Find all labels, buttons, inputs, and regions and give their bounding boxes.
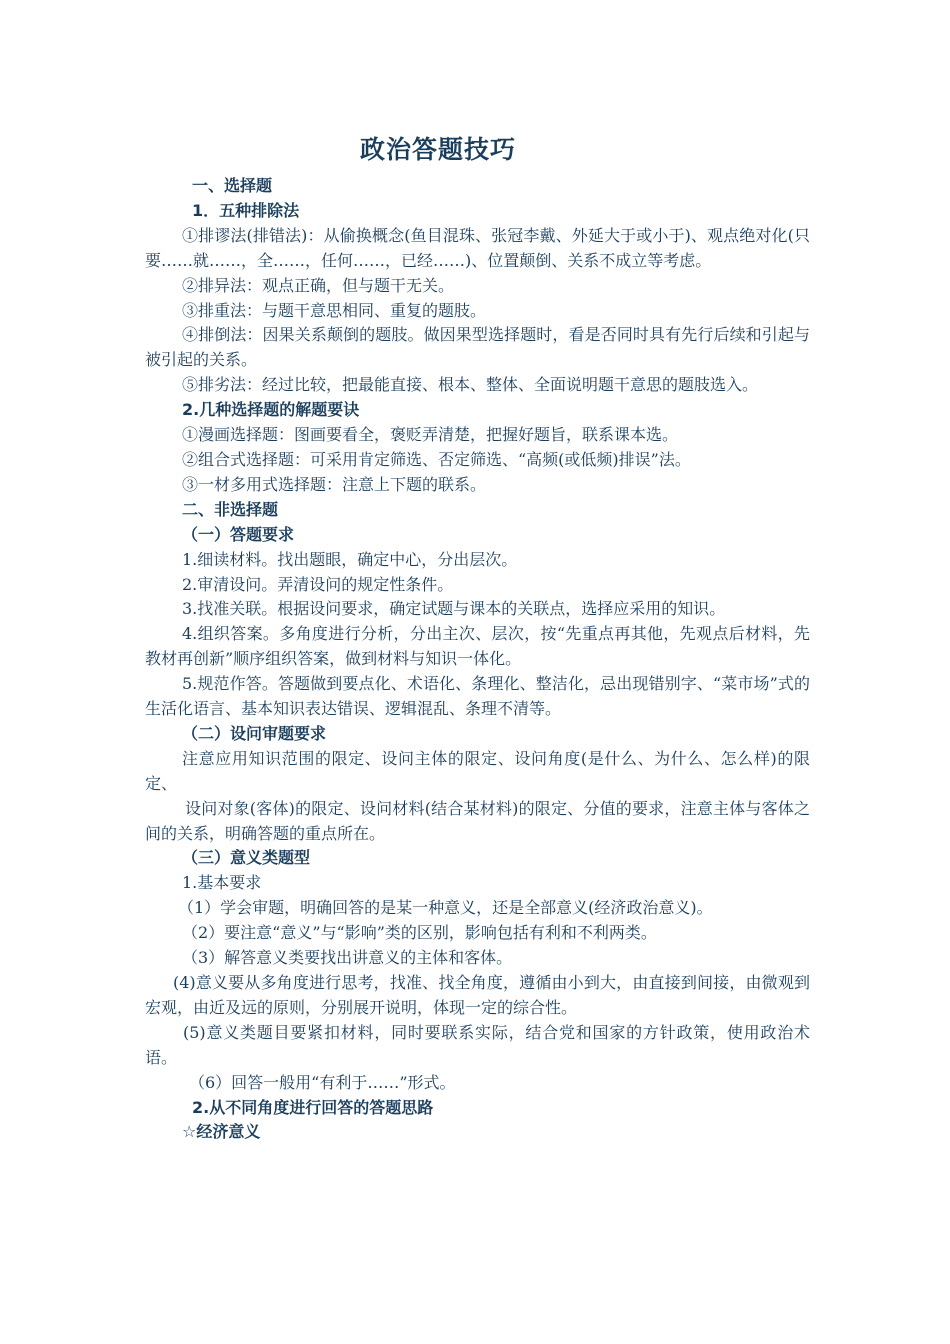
paragraph-method-2: ②排异法：观点正确，但与题干无关。 [182, 275, 455, 295]
subsection-heading-angles: 2.从不同角度进行回答的答题思路 [192, 1097, 434, 1117]
paragraph-meaning-3: （3）解答意义类要找出讲意义的主体和客体。 [182, 948, 513, 968]
subsection-heading-question-review: （二）设问审题要求 [182, 723, 327, 743]
paragraph-method-4: ④排倒法：因果关系颠倒的题肢。做因果型选择题时，看是否同时具有先行后续和引起与被引起的关系。 [145, 325, 810, 370]
paragraph-meaning-1: （1）学会审题，明确回答的是某一种意义，还是全部意义(经济政治意义)。 [178, 898, 713, 918]
paragraph-req-3: 3.找准关联。根据设问要求，确定试题与课本的关联点，选择应采用的知识。 [182, 599, 726, 619]
paragraph-method-3: ③排重法：与题干意思相同、重复的题肢。 [182, 300, 487, 320]
paragraph-req-5: 5.规范作答。答题做到要点化、术语化、条理化、整洁化，忌出现错别字、“菜市场”式的生活化语言、基本知识表达错误、逻辑混乱、条理不清等。 [145, 674, 810, 719]
paragraph-meaning-6: （6）回答一般用“有利于……”形式。 [189, 1072, 456, 1092]
subsection-heading-tips: 2.几种选择题的解题要诀 [182, 400, 360, 420]
paragraph-review-1: 注意应用知识范围的限定、设问主体的限定、设问角度(是什么、为什么、怎么样)的限定、 [145, 748, 810, 793]
paragraph-tip-3: ③一材多用式选择题：注意上下题的联系。 [182, 474, 487, 494]
subsection-heading-requirements: （一）答题要求 [182, 524, 295, 544]
paragraph-req-4: 4.组织答案。多角度进行分析，分出主次、层次，按“先重点再其他，先观点后材料，先教材再创新”顺序组织答案，做到材料与知识一体化。 [145, 624, 810, 669]
paragraph-basic-req: 1.基本要求 [182, 873, 262, 893]
paragraph-tip-1: ①漫画选择题：图画要看全，褒贬弄清楚，把握好题旨，联系课本选。 [182, 425, 679, 445]
subsection-heading-economic: ☆经济意义 [182, 1122, 261, 1142]
paragraph-tip-2: ②组合式选择题：可采用肯定筛选、否定筛选、“高频(或低频)排误”法。 [182, 449, 691, 469]
paragraph-method-5: ⑤排劣法：经过比较，把最能直接、根本、整体、全面说明题干意思的题肢选入。 [182, 375, 759, 395]
subsection-heading-meaning: （三）意义类题型 [182, 848, 311, 868]
section-heading-nonchoice: 二、非选择题 [182, 499, 279, 519]
page-title: 政治答题技巧 [359, 135, 516, 164]
paragraph-review-2: 设问对象(客体)的限定、设问材料(结合某材料)的限定、分值的要求，注意主体与客体之间的关系，明确答题的重点所在。 [145, 798, 810, 843]
paragraph-meaning-2: （2）要注意“意义”与“影响”类的区别，影响包括有利和不利两类。 [182, 923, 657, 943]
paragraph-meaning-4: (4)意义要从多角度进行思考，找准、找全角度，遵循由小到大，由直接到间接，由微观到宏观，由近及远的原则，分别展开说明，体现一定的综合性。 [145, 973, 810, 1017]
subsection-heading-five-methods: 1．五种排除法 [192, 200, 300, 220]
paragraph-req-2: 2.审清设问。弄清设问的规定性条件。 [182, 574, 454, 594]
section-heading-choice: 一、选择题 [192, 176, 273, 195]
paragraph-req-1: 1.细读材料。找出题眼，确定中心，分出层次。 [182, 549, 518, 569]
paragraph-meaning-5: (5)意义类题目要紧扣材料，同时要联系实际，结合党和国家的方针政策，使用政治术语。 [145, 1022, 810, 1067]
paragraph-method-1: ①排谬法(排错法)：从偷换概念(鱼目混珠、张冠李戴、外延大于或小于)、观点绝对化(只要……就……，全……，任何……，已经……)、位置颠倒、关系不成立等考虑。 [145, 225, 810, 270]
document-body [145, 174, 810, 1145]
